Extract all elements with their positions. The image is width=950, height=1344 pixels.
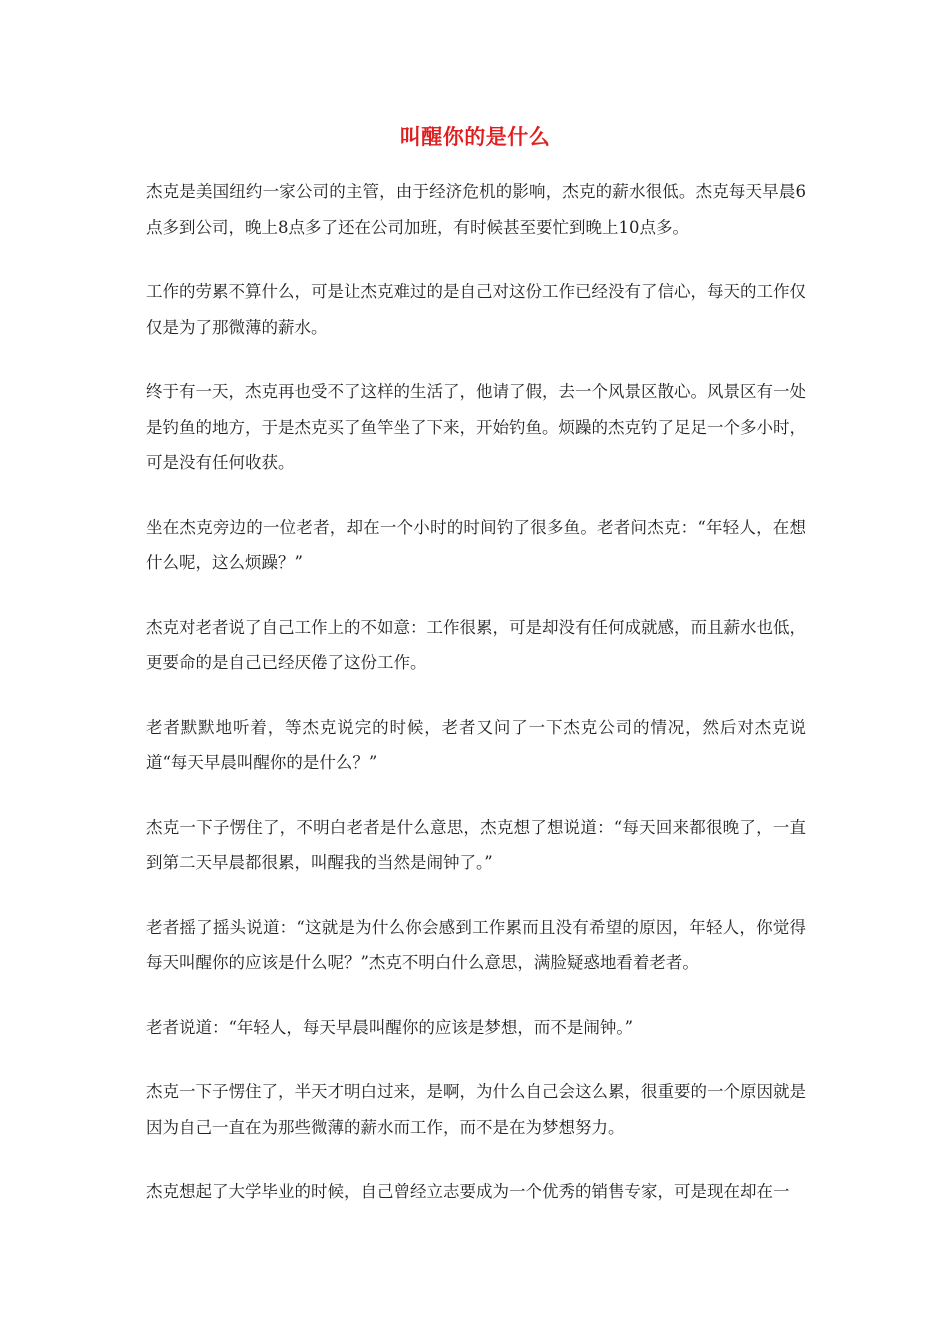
paragraph-2: 工作的劳累不算什么，可是让杰克难过的是自己对这份工作已经没有了信心，每天的工作仅仅是为了那微薄的薪水。	[146, 282, 806, 337]
document-title: 叫醒你的是什么	[399, 124, 551, 149]
paragraph-9: 老者说道：“年轻人，每天早晨叫醒你的应该是梦想，而不是闹钟。”	[146, 1017, 634, 1037]
paragraph-11: 杰克想起了大学毕业的时候，自己曾经立志要成为一个优秀的销售专家，可是现在却在一	[146, 1182, 790, 1201]
document-body	[146, 174, 806, 1239]
paragraph-10: 杰克一下子愣住了，半天才明白过来，是啊，为什么自己会这么累，很重要的一个原因就是因为自己一直在为那些微薄的薪水而工作，而不是在为梦想努力。	[146, 1082, 806, 1137]
paragraph-3: 终于有一天，杰克再也受不了这样的生活了，他请了假，去一个风景区散心。风景区有一处是钓鱼的地方，于是杰克买了鱼竿坐了下来，开始钓鱼。烦躁的杰克钓了足足一个多小时，可是没有任何收获。	[146, 382, 806, 472]
paragraph-7: 杰克一下子愣住了，不明白老者是什么意思，杰克想了想说道：“每天回来都很晚了，一直到第二天早晨都很累，叫醒我的当然是闹钟了。”	[146, 817, 806, 872]
paragraph-5: 杰克对老者说了自己工作上的不如意：工作很累，可是却没有任何成就感，而且薪水也低，更要命的是自己已经厌倦了这份工作。	[146, 617, 806, 672]
paragraph-8: 老者摇了摇头说道：“这就是为什么你会感到工作累而且没有希望的原因，年轻人，你觉得每天叫醒你的应该是什么呢？”杰克不明白什么意思，满脸疑惑地看着老者。	[146, 917, 806, 972]
paragraph-6: 老者默默地听着，等杰克说完的时候，老者又问了一下杰克公司的情况，然后对杰克说道“每天早晨叫醒你的是什么？”	[146, 717, 806, 772]
paragraph-1: 杰克是美国纽约一家公司的主管，由于经济危机的影响，杰克的薪水很低。杰克每天早晨6点多到公司，晚上8点多了还在公司加班，有时候甚至要忙到晚上10点多。	[146, 182, 806, 237]
paragraph-4: 坐在杰克旁边的一位老者，却在一个小时的时间钓了很多鱼。老者问杰克：“年轻人，在想什么呢，这么烦躁？”	[146, 517, 806, 572]
